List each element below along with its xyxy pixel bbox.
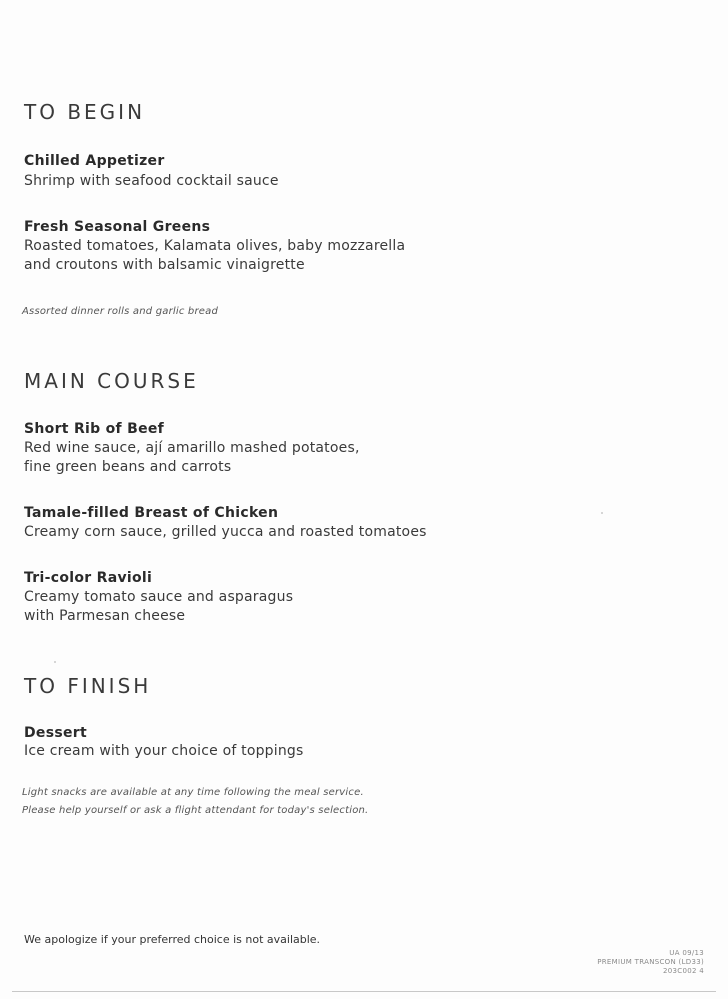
scan-speck bbox=[54, 661, 56, 663]
item-title-tamale-chicken: Tamale-filled Breast of Chicken bbox=[24, 505, 279, 521]
note-light-snacks bbox=[22, 784, 368, 820]
item-title-tri-color-ravioli: Tri-color Ravioli bbox=[24, 570, 153, 586]
section-heading-to-finish: TO FINISH bbox=[24, 674, 152, 698]
footer-code-line: UA 09/13 bbox=[669, 949, 704, 957]
item-desc-line: Red wine sauce, ají amarillo mashed potatoes, bbox=[24, 440, 360, 456]
footer-apology: We apologize if your preferred choice is not available. bbox=[24, 933, 321, 946]
item-desc-tri-color-ravioli bbox=[24, 588, 293, 626]
note-line: Please help yourself or ask a flight attendant for today's selection. bbox=[22, 805, 369, 816]
footer-menu-codes bbox=[597, 949, 704, 976]
item-desc-fresh-seasonal-greens bbox=[24, 237, 405, 275]
item-desc-line: Creamy corn sauce, grilled yucca and roasted tomatoes bbox=[24, 524, 427, 540]
item-desc-line: Creamy tomato sauce and asparagus bbox=[24, 589, 294, 605]
item-title-chilled-appetizer: Chilled Appetizer bbox=[24, 153, 165, 169]
scan-speck bbox=[601, 512, 603, 514]
item-desc-line: with Parmesan cheese bbox=[24, 608, 186, 624]
note-dinner-rolls bbox=[22, 303, 218, 321]
item-desc-dessert bbox=[24, 742, 304, 761]
item-desc-short-rib bbox=[24, 439, 360, 477]
item-desc-chilled-appetizer bbox=[24, 172, 279, 191]
item-title-dessert: Dessert bbox=[24, 725, 87, 741]
section-heading-to-begin: TO BEGIN bbox=[24, 100, 146, 124]
item-desc-line: fine green beans and carrots bbox=[24, 459, 232, 475]
item-desc-line: Ice cream with your choice of toppings bbox=[24, 743, 304, 759]
footer-code-line: PREMIUM TRANSCON (LD33) bbox=[597, 958, 704, 966]
note-line: Light snacks are available at any time following the meal service. bbox=[22, 787, 364, 798]
item-title-fresh-seasonal-greens: Fresh Seasonal Greens bbox=[24, 219, 211, 235]
item-desc-line: Shrimp with seafood cocktail sauce bbox=[24, 173, 279, 189]
section-heading-main-course: MAIN COURSE bbox=[24, 369, 199, 393]
note-line: Assorted dinner rolls and garlic bread bbox=[22, 306, 219, 317]
item-desc-line: Roasted tomatoes, Kalamata olives, baby mozzarella bbox=[24, 238, 406, 254]
item-title-short-rib: Short Rib of Beef bbox=[24, 421, 165, 437]
bottom-rule bbox=[12, 991, 716, 992]
item-desc-tamale-chicken bbox=[24, 523, 427, 542]
footer-code-line: 203C002 4 bbox=[663, 967, 704, 975]
item-desc-line: and croutons with balsamic vinaigrette bbox=[24, 257, 305, 273]
